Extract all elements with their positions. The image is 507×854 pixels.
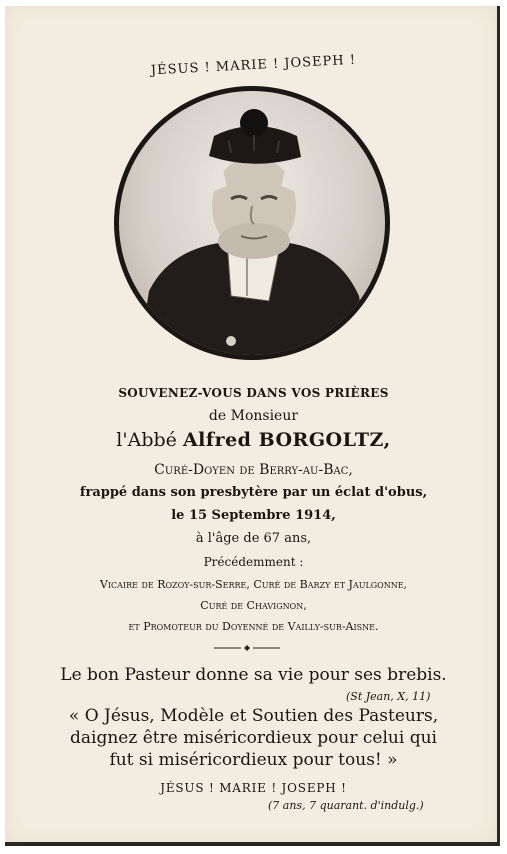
footer-invocation: JÉSUS ! MARIE ! JOSEPH !: [160, 781, 347, 795]
ornament-divider: [214, 645, 280, 651]
age-line: à l'âge de 67 ans,: [195, 531, 312, 546]
title-line: Curé-Doyen de Berry-au-Bac,: [154, 462, 353, 478]
portrait-frame: [114, 86, 390, 360]
remember-heading: SOUVENEZ-VOUS DANS VOS PRIÈRES: [118, 386, 389, 400]
name-line: [0, 429, 507, 451]
priest-name: Alfred BORGOLTZ,: [182, 429, 391, 451]
career-line-3: et Promoteur du Doyenné de Vailly-sur-Aisne.: [128, 620, 379, 633]
death-cause-line: frappé dans son presbytère par un éclat d'obus,: [79, 485, 428, 500]
indulgence-note: (7 ans, 7 quarant. d'indulg.): [268, 799, 424, 812]
scripture-quote: Le bon Pasteur donne sa vie pour ses brebis.: [60, 665, 447, 685]
prayer-line-1: « O Jésus, Modèle et Soutien des Pasteurs,: [68, 706, 439, 726]
monsieur-line: de Monsieur: [208, 408, 299, 424]
priest-portrait-image: [119, 91, 385, 355]
career-line-2: Curé de Chavignon,: [200, 599, 307, 612]
abbe-title: l'Abbé: [116, 429, 183, 451]
portrait-photo: [119, 91, 385, 355]
header-invocation: JÉSUS ! MARIE ! JOSEPH !: [150, 52, 357, 79]
prayer-line-3: fut si miséricordieux pour tous! »: [109, 750, 398, 770]
scripture-citation: (St Jean, X, 11): [346, 690, 431, 703]
previously-heading: Précédemment :: [203, 555, 304, 569]
prayer-line-2: daignez être miséricordieux pour celui qui: [70, 728, 437, 748]
death-date-line: le 15 Septembre 1914,: [171, 508, 336, 523]
career-line-1: Vicaire de Rozoy-sur-Serre, Curé de Barzy et Jaulgonne,: [99, 578, 408, 591]
